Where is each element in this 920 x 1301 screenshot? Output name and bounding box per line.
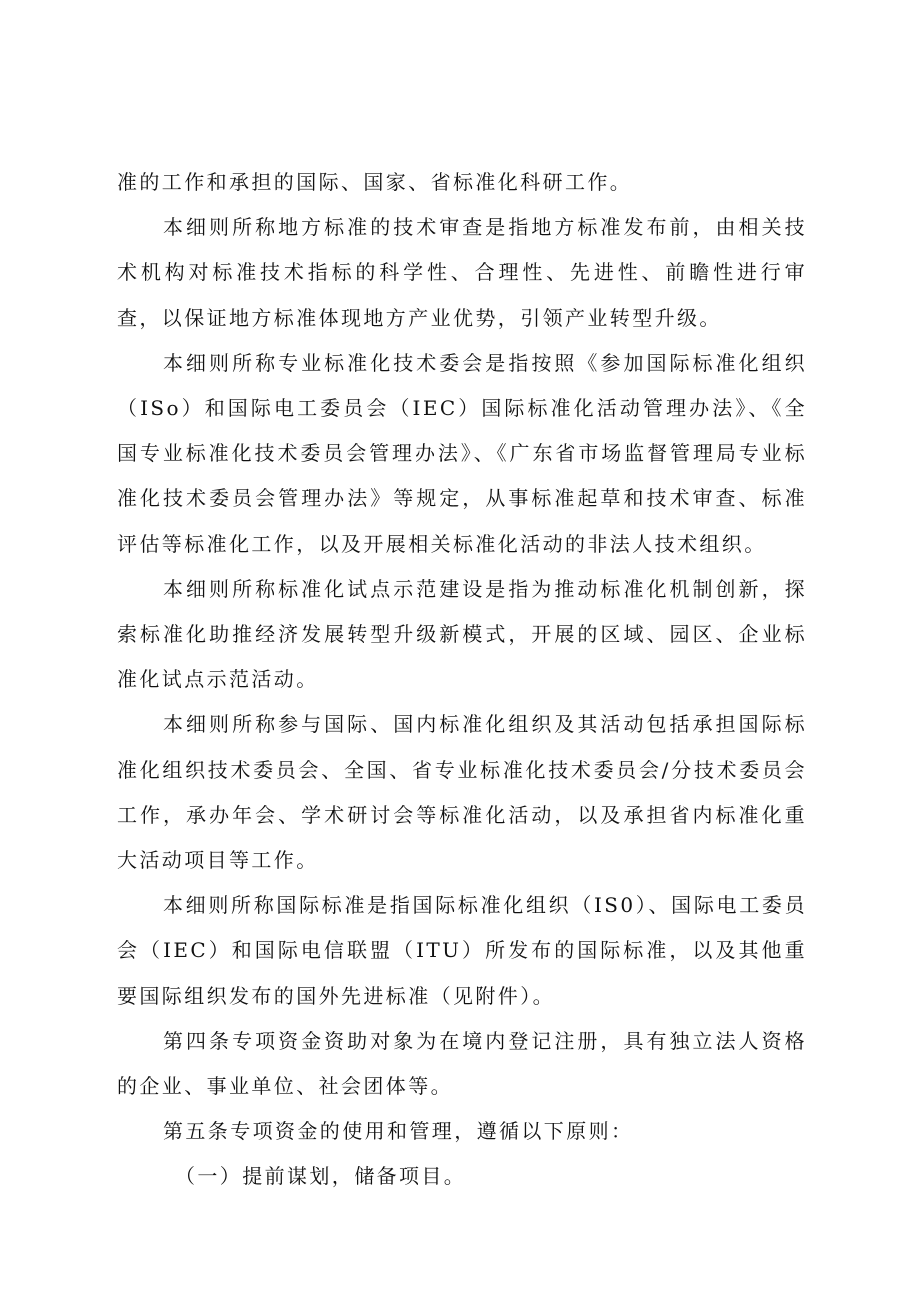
paragraph-article-5: 第五条专项资金的使用和管理，遵循以下原则： bbox=[163, 1119, 634, 1144]
document-body bbox=[117, 160, 807, 1200]
paragraph-standardization-organizations: 本细则所称参与国际、国内标准化组织及其活动包括承担国际标准化组织技术委员会、全国、省专业标准化技术委员会/分技术委员会工作，承办年会、学术研讨会等标准化活动，以及承担省内标准化重大活动项目等工作。 bbox=[117, 712, 807, 873]
paragraph-international-standards: 本细则所称国际标准是指国际标准化组织（IS0）、国际电工委员会（IEC）和国际电信联盟（ITU）所发布的国际标准，以及其他重要国际组织发布的国外先进标准（见附件）。 bbox=[117, 893, 807, 1008]
paragraph-principle-1: （一）提前谋划，储备项目。 bbox=[175, 1164, 467, 1189]
paragraph-technical-review: 本细则所称地方标准的技术审查是指地方标准发布前，由相关技术机构对标准技术指标的科学性、合理性、先进性、前瞻性进行审查，以保证地方标准体现地方产业优势，引领产业转型升级。 bbox=[117, 215, 807, 330]
paragraph-article-4: 第四条专项资金资助对象为在境内登记注册，具有独立法人资格的企业、事业单位、社会团体等。 bbox=[117, 1028, 807, 1099]
paragraph-pilot-demonstration: 本细则所称标准化试点示范建设是指为推动标准化机制创新，探索标准化助推经济发展转型升级新模式，开展的区域、园区、企业标准化试点示范活动。 bbox=[117, 576, 807, 692]
paragraph-technical-committee: 本细则所称专业标准化技术委会是指按照《参加国际标准化组织（ISo）和国际电工委员会（IEC）国际标准化活动管理办法》、《全国专业标准化技术委员会管理办法》、《广东省市场监督管理局专业标准化技术委员会管理办法》等规定，从事标准起草和技术审查、标准评估等标准化工作，以及开展相关标准化活动的非法人技术组织。 bbox=[117, 350, 807, 556]
paragraph-continuation: 准的工作和承担的国际、国家、省标准化科研工作。 bbox=[117, 170, 633, 194]
